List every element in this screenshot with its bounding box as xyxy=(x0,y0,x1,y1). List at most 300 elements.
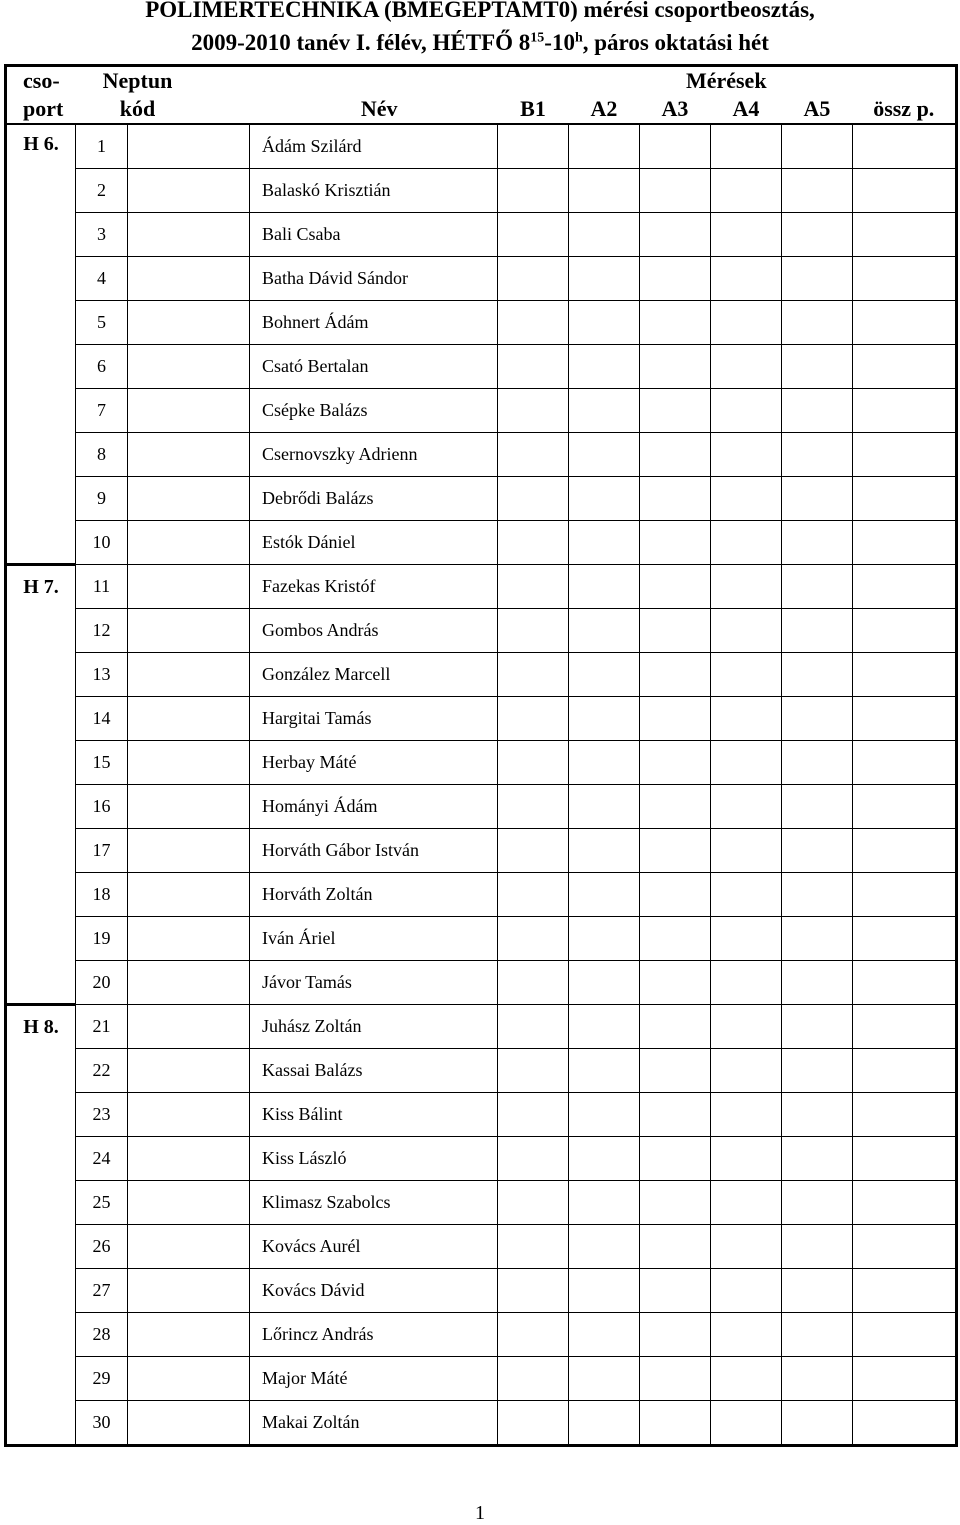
a4-score-cell[interactable] xyxy=(711,1357,782,1401)
a3-score-cell[interactable] xyxy=(640,1005,711,1049)
row-number: 29 xyxy=(76,1357,128,1401)
table-row xyxy=(6,389,957,433)
student-name: Ádám Szilárd xyxy=(250,124,498,169)
a4-score-cell[interactable] xyxy=(711,741,782,785)
a4-score-cell[interactable] xyxy=(711,829,782,873)
table-row xyxy=(6,1093,957,1137)
total-score-cell[interactable] xyxy=(853,565,957,609)
a4-score-cell[interactable] xyxy=(711,653,782,697)
total-score-cell[interactable] xyxy=(853,917,957,961)
student-name: Kiss László xyxy=(250,1137,498,1181)
neptun-code-cell[interactable] xyxy=(128,785,250,829)
total-score-cell[interactable] xyxy=(853,1269,957,1313)
total-score-cell[interactable] xyxy=(853,961,957,1005)
neptun-code-cell[interactable] xyxy=(128,1401,250,1446)
group-header-bottom: port xyxy=(23,96,64,121)
a4-score-cell[interactable] xyxy=(711,785,782,829)
student-name: Bohnert Ádám xyxy=(250,301,498,345)
a2-score-cell[interactable] xyxy=(569,1225,640,1269)
a3-score-cell[interactable] xyxy=(640,873,711,917)
a3-score-cell[interactable] xyxy=(640,609,711,653)
a5-score-cell[interactable] xyxy=(782,1225,853,1269)
neptun-code-cell[interactable] xyxy=(128,1269,250,1313)
neptun-code-cell[interactable] xyxy=(128,961,250,1005)
a3-score-cell[interactable] xyxy=(640,829,711,873)
a4-score-cell[interactable] xyxy=(711,1269,782,1313)
total-score-cell[interactable] xyxy=(853,697,957,741)
neptun-code-cell[interactable] xyxy=(128,301,250,345)
b1-score-cell[interactable] xyxy=(498,433,569,477)
table-row xyxy=(6,1269,957,1313)
table-row xyxy=(6,829,957,873)
student-name: Kassai Balázs xyxy=(250,1049,498,1093)
total-score-cell[interactable] xyxy=(853,345,957,389)
row-number: 27 xyxy=(76,1269,128,1313)
b1-score-cell[interactable] xyxy=(498,1005,569,1049)
a5-score-cell[interactable] xyxy=(782,1401,853,1446)
a3-score-cell[interactable] xyxy=(640,1401,711,1446)
table-row xyxy=(6,785,957,829)
b1-score-cell[interactable] xyxy=(498,1049,569,1093)
total-score-cell[interactable] xyxy=(853,433,957,477)
a3-score-cell[interactable] xyxy=(640,301,711,345)
a5-score-cell[interactable] xyxy=(782,565,853,609)
a5-score-cell[interactable] xyxy=(782,741,853,785)
row-number: 25 xyxy=(76,1181,128,1225)
a5-score-cell[interactable] xyxy=(782,169,853,213)
a2-score-cell[interactable] xyxy=(569,1005,640,1049)
student-name: Makai Zoltán xyxy=(250,1401,498,1446)
a4-score-cell[interactable] xyxy=(711,433,782,477)
row-number: 11 xyxy=(76,565,128,609)
b1-score-cell[interactable] xyxy=(498,1181,569,1225)
table-row xyxy=(6,1049,957,1093)
b1-score-cell[interactable] xyxy=(498,345,569,389)
a2-score-cell[interactable] xyxy=(569,213,640,257)
a5-score-cell[interactable] xyxy=(782,961,853,1005)
neptun-code-cell[interactable] xyxy=(128,1225,250,1269)
a5-score-cell[interactable] xyxy=(782,477,853,521)
table-row xyxy=(6,1313,957,1357)
a5-score-cell[interactable] xyxy=(782,697,853,741)
neptun-code-cell[interactable] xyxy=(128,213,250,257)
a2-score-cell[interactable] xyxy=(569,609,640,653)
a5-score-cell[interactable] xyxy=(782,213,853,257)
a4-score-cell[interactable] xyxy=(711,697,782,741)
a2-score-cell[interactable] xyxy=(569,169,640,213)
a3-score-cell[interactable] xyxy=(640,1181,711,1225)
neptun-code-cell[interactable] xyxy=(128,873,250,917)
a5-score-cell[interactable] xyxy=(782,1269,853,1313)
a2-score-cell[interactable] xyxy=(569,389,640,433)
total-score-cell[interactable] xyxy=(853,213,957,257)
b1-score-cell[interactable] xyxy=(498,1313,569,1357)
row-number: 24 xyxy=(76,1137,128,1181)
student-name: Kovács Aurél xyxy=(250,1225,498,1269)
a3-score-cell[interactable] xyxy=(640,917,711,961)
a5-score-cell[interactable] xyxy=(782,873,853,917)
a4-score-cell[interactable] xyxy=(711,1225,782,1269)
name-header: Név xyxy=(360,96,398,121)
a5-score-cell[interactable] xyxy=(782,521,853,565)
row-number: 22 xyxy=(76,1049,128,1093)
a2-score-cell[interactable] xyxy=(569,1313,640,1357)
table-row xyxy=(6,741,957,785)
a2-score-cell[interactable] xyxy=(569,124,640,169)
total-score-cell[interactable] xyxy=(853,1313,957,1357)
neptun-code-cell[interactable] xyxy=(128,124,250,169)
student-name: Debrődi Balázs xyxy=(250,477,498,521)
b1-score-cell[interactable] xyxy=(498,1093,569,1137)
a4-score-cell[interactable] xyxy=(711,1093,782,1137)
neptun-code-cell[interactable] xyxy=(128,477,250,521)
neptun-header-bottom: kód xyxy=(119,96,156,121)
total-score-cell[interactable] xyxy=(853,301,957,345)
a4-score-cell[interactable] xyxy=(711,124,782,169)
student-name: Jávor Tamás xyxy=(250,961,498,1005)
neptun-code-cell[interactable] xyxy=(128,697,250,741)
a3-score-cell[interactable] xyxy=(640,433,711,477)
neptun-code-cell[interactable] xyxy=(128,565,250,609)
a5-score-cell[interactable] xyxy=(782,785,853,829)
a4-score-cell[interactable] xyxy=(711,213,782,257)
a3-score-cell[interactable] xyxy=(640,1225,711,1269)
a2-score-cell[interactable] xyxy=(569,829,640,873)
a5-score-cell[interactable] xyxy=(782,917,853,961)
neptun-code-cell[interactable] xyxy=(128,1049,250,1093)
table-row xyxy=(6,477,957,521)
a2-score-cell[interactable] xyxy=(569,961,640,1005)
b1-score-cell[interactable] xyxy=(498,1269,569,1313)
neptun-header-top: Neptun xyxy=(102,68,173,93)
row-number: 3 xyxy=(76,213,128,257)
a5-score-cell[interactable] xyxy=(782,1357,853,1401)
total-score-cell[interactable] xyxy=(853,1225,957,1269)
b1-score-cell[interactable] xyxy=(498,741,569,785)
student-name: González Marcell xyxy=(250,653,498,697)
a5-score-cell[interactable] xyxy=(782,653,853,697)
a2-score-cell[interactable] xyxy=(569,1357,640,1401)
b1-score-cell[interactable] xyxy=(498,477,569,521)
a4-score-cell[interactable] xyxy=(711,565,782,609)
a5-score-cell[interactable] xyxy=(782,1093,853,1137)
total-score-cell[interactable] xyxy=(853,873,957,917)
a5-score-cell[interactable] xyxy=(782,301,853,345)
row-number: 15 xyxy=(76,741,128,785)
total-score-cell[interactable] xyxy=(853,1049,957,1093)
a2-score-cell[interactable] xyxy=(569,1269,640,1313)
a5-score-cell[interactable] xyxy=(782,433,853,477)
measurements-header: Mérések xyxy=(685,68,767,93)
a4-score-cell[interactable] xyxy=(711,477,782,521)
total-score-cell[interactable] xyxy=(853,1005,957,1049)
a2-score-cell[interactable] xyxy=(569,1137,640,1181)
a5-score-cell[interactable] xyxy=(782,829,853,873)
table-row xyxy=(6,213,957,257)
student-name: Hargitai Tamás xyxy=(250,697,498,741)
row-number: 12 xyxy=(76,609,128,653)
group-label: H 6. xyxy=(6,124,76,565)
b1-score-cell[interactable] xyxy=(498,697,569,741)
a3-score-cell[interactable] xyxy=(640,521,711,565)
a3-score-cell[interactable] xyxy=(640,785,711,829)
a3-score-cell[interactable] xyxy=(640,961,711,1005)
a3-score-cell[interactable] xyxy=(640,1093,711,1137)
a4-score-cell[interactable] xyxy=(711,1181,782,1225)
a3-score-cell[interactable] xyxy=(640,741,711,785)
table-row xyxy=(6,345,957,389)
b1-score-cell[interactable] xyxy=(498,124,569,169)
table-row xyxy=(6,257,957,301)
student-name: Kovács Dávid xyxy=(250,1269,498,1313)
a3-score-cell[interactable] xyxy=(640,1269,711,1313)
total-score-cell[interactable] xyxy=(853,521,957,565)
total-score-cell[interactable] xyxy=(853,1137,957,1181)
total-score-cell[interactable] xyxy=(853,653,957,697)
a3-score-cell[interactable] xyxy=(640,1137,711,1181)
student-name: Lőrincz András xyxy=(250,1313,498,1357)
neptun-code-cell[interactable] xyxy=(128,1005,250,1049)
a3-score-cell[interactable] xyxy=(640,477,711,521)
neptun-code-cell[interactable] xyxy=(128,433,250,477)
b1-score-cell[interactable] xyxy=(498,1357,569,1401)
b1-score-cell[interactable] xyxy=(498,961,569,1005)
a2-score-cell[interactable] xyxy=(569,1181,640,1225)
a2-score-cell[interactable] xyxy=(569,697,640,741)
b1-score-cell[interactable] xyxy=(498,213,569,257)
a2-score-cell[interactable] xyxy=(569,521,640,565)
neptun-code-cell[interactable] xyxy=(128,1181,250,1225)
a2-score-cell[interactable] xyxy=(569,565,640,609)
a2-score-cell[interactable] xyxy=(569,785,640,829)
row-number: 5 xyxy=(76,301,128,345)
a4-score-cell[interactable] xyxy=(711,169,782,213)
group-label: H 7. xyxy=(6,565,76,1005)
a3-score-cell[interactable] xyxy=(640,697,711,741)
a3-score-cell[interactable] xyxy=(640,565,711,609)
table-row xyxy=(6,1357,957,1401)
a4-score-cell[interactable] xyxy=(711,389,782,433)
b1-score-cell[interactable] xyxy=(498,873,569,917)
b1-score-cell[interactable] xyxy=(498,389,569,433)
row-number: 8 xyxy=(76,433,128,477)
a2-score-cell[interactable] xyxy=(569,1401,640,1446)
a2-score-cell[interactable] xyxy=(569,257,640,301)
total-header: össz p. xyxy=(873,96,935,121)
a2-score-cell[interactable] xyxy=(569,301,640,345)
table-row xyxy=(6,697,957,741)
row-number: 28 xyxy=(76,1313,128,1357)
row-number: 18 xyxy=(76,873,128,917)
a3-score-cell[interactable] xyxy=(640,257,711,301)
a2-score-cell[interactable] xyxy=(569,477,640,521)
total-score-cell[interactable] xyxy=(853,1401,957,1446)
b1-score-cell[interactable] xyxy=(498,521,569,565)
a5-score-cell[interactable] xyxy=(782,1137,853,1181)
subtitle-part-b: -10 xyxy=(544,30,575,55)
neptun-code-cell[interactable] xyxy=(128,917,250,961)
a3-score-cell[interactable] xyxy=(640,124,711,169)
student-name: Estók Dániel xyxy=(250,521,498,565)
b1-score-cell[interactable] xyxy=(498,257,569,301)
neptun-code-cell[interactable] xyxy=(128,345,250,389)
a2-score-cell[interactable] xyxy=(569,653,640,697)
row-number: 14 xyxy=(76,697,128,741)
neptun-code-cell[interactable] xyxy=(128,653,250,697)
a4-score-cell[interactable] xyxy=(711,917,782,961)
a5-score-cell[interactable] xyxy=(782,389,853,433)
b1-score-cell[interactable] xyxy=(498,1401,569,1446)
a5-score-cell[interactable] xyxy=(782,1049,853,1093)
row-number: 30 xyxy=(76,1401,128,1446)
total-score-cell[interactable] xyxy=(853,609,957,653)
b1-score-cell[interactable] xyxy=(498,917,569,961)
subtitle-part-c: , páros oktatási hét xyxy=(582,30,769,55)
page-number: 1 xyxy=(475,1502,485,1524)
document-subtitle xyxy=(0,29,960,57)
subtitle-sup-1: 15 xyxy=(530,30,545,46)
row-number: 4 xyxy=(76,257,128,301)
b1-score-cell[interactable] xyxy=(498,1225,569,1269)
student-name: Juhász Zoltán xyxy=(250,1005,498,1049)
a3-score-cell[interactable] xyxy=(640,1357,711,1401)
total-score-cell[interactable] xyxy=(853,389,957,433)
row-number: 10 xyxy=(76,521,128,565)
a2-score-cell[interactable] xyxy=(569,345,640,389)
row-number: 23 xyxy=(76,1093,128,1137)
table-row xyxy=(6,653,957,697)
neptun-code-cell[interactable] xyxy=(128,1357,250,1401)
neptun-code-cell[interactable] xyxy=(128,169,250,213)
b1-score-cell[interactable] xyxy=(498,785,569,829)
student-name: Csépke Balázs xyxy=(250,389,498,433)
a4-score-cell[interactable] xyxy=(711,521,782,565)
total-score-cell[interactable] xyxy=(853,477,957,521)
total-score-cell[interactable] xyxy=(853,124,957,169)
student-name: Csató Bertalan xyxy=(250,345,498,389)
a3-score-cell[interactable] xyxy=(640,213,711,257)
a5-score-cell[interactable] xyxy=(782,1313,853,1357)
student-name: Fazekas Kristóf xyxy=(250,565,498,609)
total-score-cell[interactable] xyxy=(853,1093,957,1137)
header-row-1 xyxy=(6,66,957,96)
neptun-code-cell[interactable] xyxy=(128,257,250,301)
a4-score-cell[interactable] xyxy=(711,301,782,345)
a4-score-cell[interactable] xyxy=(711,1049,782,1093)
neptun-code-cell[interactable] xyxy=(128,741,250,785)
a4-score-cell[interactable] xyxy=(711,345,782,389)
table-row xyxy=(6,521,957,565)
table-row xyxy=(6,433,957,477)
a5-score-cell[interactable] xyxy=(782,124,853,169)
a3-score-cell[interactable] xyxy=(640,345,711,389)
a4-score-cell[interactable] xyxy=(711,609,782,653)
neptun-code-cell[interactable] xyxy=(128,521,250,565)
neptun-code-cell[interactable] xyxy=(128,389,250,433)
table-row xyxy=(6,873,957,917)
total-score-cell[interactable] xyxy=(853,785,957,829)
a3-score-cell[interactable] xyxy=(640,389,711,433)
student-name: Csernovszky Adrienn xyxy=(250,433,498,477)
b1-score-cell[interactable] xyxy=(498,609,569,653)
a4-score-cell[interactable] xyxy=(711,873,782,917)
a2-score-cell[interactable] xyxy=(569,433,640,477)
total-score-cell[interactable] xyxy=(853,169,957,213)
b1-score-cell[interactable] xyxy=(498,565,569,609)
a4-score-cell[interactable] xyxy=(711,1313,782,1357)
total-score-cell[interactable] xyxy=(853,741,957,785)
b1-score-cell[interactable] xyxy=(498,169,569,213)
row-number: 17 xyxy=(76,829,128,873)
a5-score-cell[interactable] xyxy=(782,257,853,301)
b1-score-cell[interactable] xyxy=(498,301,569,345)
b1-score-cell[interactable] xyxy=(498,1137,569,1181)
a2-header: A2 xyxy=(590,96,618,121)
row-number: 2 xyxy=(76,169,128,213)
a2-score-cell[interactable] xyxy=(569,873,640,917)
table-row xyxy=(6,1137,957,1181)
a4-score-cell[interactable] xyxy=(711,257,782,301)
table-row xyxy=(6,1401,957,1446)
a2-score-cell[interactable] xyxy=(569,1093,640,1137)
a5-score-cell[interactable] xyxy=(782,1005,853,1049)
total-score-cell[interactable] xyxy=(853,1357,957,1401)
a4-score-cell[interactable] xyxy=(711,961,782,1005)
a5-score-cell[interactable] xyxy=(782,345,853,389)
a5-score-cell[interactable] xyxy=(782,609,853,653)
a2-score-cell[interactable] xyxy=(569,741,640,785)
table-row xyxy=(6,124,957,169)
total-score-cell[interactable] xyxy=(853,257,957,301)
a2-score-cell[interactable] xyxy=(569,917,640,961)
a4-score-cell[interactable] xyxy=(711,1137,782,1181)
a3-score-cell[interactable] xyxy=(640,1049,711,1093)
total-score-cell[interactable] xyxy=(853,1181,957,1225)
a3-score-cell[interactable] xyxy=(640,169,711,213)
b1-score-cell[interactable] xyxy=(498,829,569,873)
document-title: POLIMERTECHNIKA (BMEGEPTAMT0) mérési csoportbeosztás, xyxy=(145,0,815,22)
group-assignment-table xyxy=(4,64,958,1447)
subtitle-sup-2: h xyxy=(574,30,583,46)
student-name: Batha Dávid Sándor xyxy=(250,257,498,301)
neptun-code-cell[interactable] xyxy=(128,1137,250,1181)
neptun-code-cell[interactable] xyxy=(128,1313,250,1357)
a4-score-cell[interactable] xyxy=(711,1401,782,1446)
row-number: 13 xyxy=(76,653,128,697)
student-name: Horváth Zoltán xyxy=(250,873,498,917)
a3-score-cell[interactable] xyxy=(640,1313,711,1357)
table-row xyxy=(6,609,957,653)
row-number: 16 xyxy=(76,785,128,829)
student-name: Bali Csaba xyxy=(250,213,498,257)
total-score-cell[interactable] xyxy=(853,829,957,873)
group-header-top: cso- xyxy=(23,68,60,93)
neptun-code-cell[interactable] xyxy=(128,609,250,653)
student-name: Klimasz Szabolcs xyxy=(250,1181,498,1225)
a2-score-cell[interactable] xyxy=(569,1049,640,1093)
neptun-code-cell[interactable] xyxy=(128,829,250,873)
table-row xyxy=(6,169,957,213)
table-row xyxy=(6,1181,957,1225)
student-name: Kiss Bálint xyxy=(250,1093,498,1137)
row-number: 26 xyxy=(76,1225,128,1269)
b1-score-cell[interactable] xyxy=(498,653,569,697)
neptun-code-cell[interactable] xyxy=(128,1093,250,1137)
a3-score-cell[interactable] xyxy=(640,653,711,697)
a4-score-cell[interactable] xyxy=(711,1005,782,1049)
a5-score-cell[interactable] xyxy=(782,1181,853,1225)
row-number: 21 xyxy=(76,1005,128,1049)
